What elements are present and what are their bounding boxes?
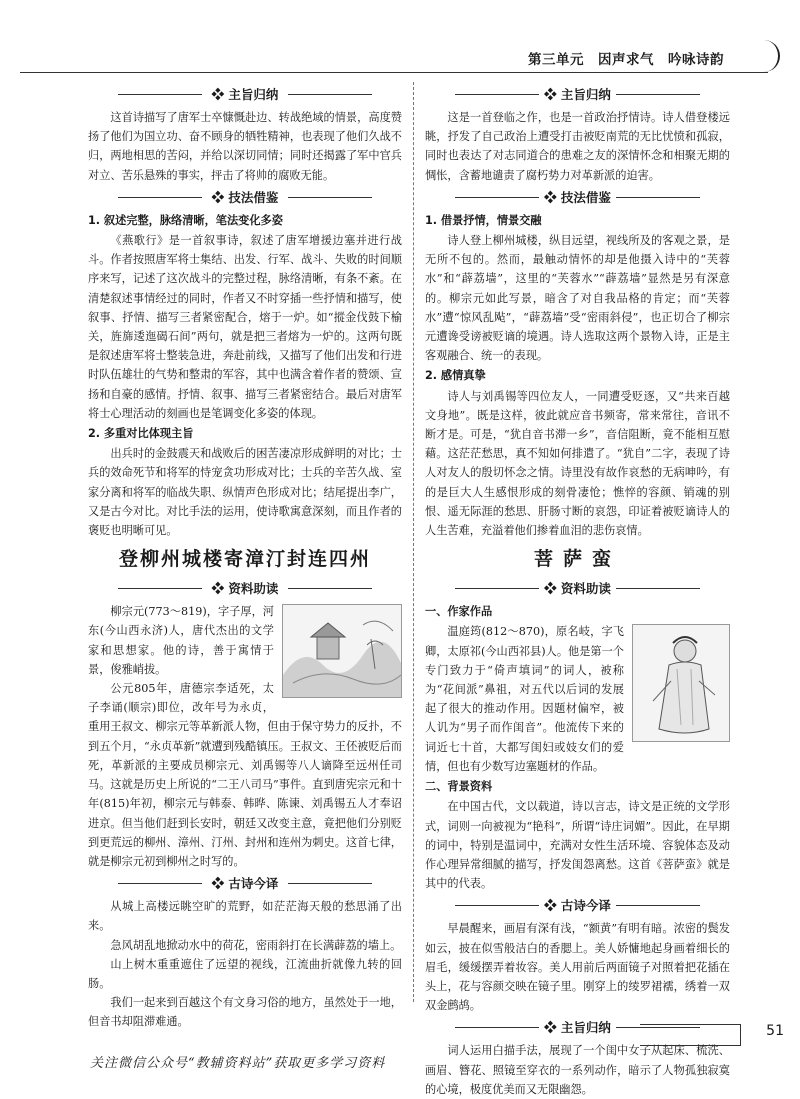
- poem-title: 菩萨蛮: [533, 548, 621, 571]
- paragraph: 出兵时的金鼓震天和战败后的困苦凄凉形成鲜明的对比；士兵的效命死节和将军的恃宠贪功形成对比；士兵的辛苦久战、室家分离和将军的临战失职、纵情声色形成对比；结尾提出李广，又是古今对比。对比手法的运用，使诗歌寓意深刻，而且作者的褒贬也明晰可见。: [88, 447, 402, 538]
- paragraph: 早晨醒来，画眉有深有浅，“额黄”有明有暗。浓密的鬓发如云，披在似雪般洁白的香腮上。美人娇慵地起身画着细长的眉毛，缓缓摆弄着妆容。美人用前后两面镜子对照着把花插在头上，花与容颜交映在镜子里。刚穿上的绫罗裙襦，绣着一双双金鹧鸪。: [425, 922, 730, 1013]
- section-heading: [88, 84, 402, 106]
- page-number-box: [640, 1024, 741, 1046]
- section-title: ❖ 古诗今译: [211, 876, 279, 892]
- paragraph: 诗人与刘禹锡等四位友人，一同遭受贬逐，又“共来百越文身地”。既是这样，彼此就应音书频寄，常来常往，音讯不断才是。可是，“犹自音书滞一乡”，音信阻断，竟不能相互慰藉。这茫茫愁思，真不知如何排遣了。“犹自”二字，表现了诗人对友人的殷切怀念之情。诗里没有故作哀愁的无病呻吟，有的是巨大人生感恨形成的刻骨凄怆；憔悴的容颜、销魂的别恨、遥无际涯的愁思、肝肠寸断的哀怨，印证着被贬谪诗人的人生苦难，充溢着他们掺着血泪的悲伤哀情。: [425, 389, 730, 538]
- section-heading: [88, 187, 402, 209]
- left-column: [88, 82, 402, 1032]
- page-header: [20, 34, 780, 74]
- paragraph: 在中国古代，文以载道，诗以言志，诗文是正统的文学形式，词则一向被视为“艳科”，所谓“诗庄词媚”。因此，在早期的词中，特别是温词中，充满对女性生活环境、容貌体态及动作心理异常细腻的描写，抒发闺怨离愁。这首《菩萨蛮》就是其中的代表。: [425, 800, 730, 891]
- section-title: ❖ 古诗今译: [544, 898, 611, 914]
- paragraph: 诗人登上柳州城楼，纵目远望，视线所及的客观之景，是无所不包的。然而，最触动情怀的却是他摄入诗中的“芙蓉水”和“薜荔墙”，这里的“芙蓉水”“薜荔墙”显然是另有深意的。柳宗元如此写景，暗含了对自我品格的肯定；而“芙蓉水”遭“惊风乱飐”，“薜荔墙”受“密雨斜侵”，也正切合了柳宗元遭谗受谤被贬谪的境遇。诗人选取这两个景物入诗，正是主客观融合、统一的表现。: [425, 234, 730, 363]
- section-title: ❖ 主旨归纳: [544, 87, 611, 102]
- subheading: 2. 多重对比体现主旨: [88, 427, 194, 441]
- section-heading: [88, 578, 402, 600]
- section-title: ❖ 主旨归纳: [544, 1020, 611, 1036]
- subheading: 1. 借景抒情，情景交融: [425, 213, 542, 227]
- paragraph: 温庭筠(812～870)，原名岐，字飞卿，太原祁(今山西祁县)人。他是第一个专门致力于“倚声填词”的词人，被称为“花间派”鼻祖，对五代以后词的发展起了很大的推动作用。因题材偏窄，被人讥为“男子而作闺音”。他流传下来的词近七十首，大都写闺妇或妓女们的爱情，但也有少数写边塞题材的作品。: [425, 625, 624, 773]
- page-number: 51: [766, 1023, 784, 1039]
- portrait-illustration: [632, 624, 730, 742]
- subheading: 1. 叙述完整，脉络清晰，笔法变化多姿: [88, 213, 283, 227]
- section-heading: [88, 873, 402, 895]
- paragraph: 急风胡乱地掀动水中的荷花，密雨斜打在长满薜荔的墙上。: [110, 938, 402, 952]
- section-title: ❖ 资料助读: [211, 581, 279, 597]
- footer-note: 关注微信公众号“教辅资料站”获取更多学习资料: [90, 1056, 386, 1071]
- subheading: 2. 感情真挚: [425, 369, 486, 383]
- paragraph: 柳宗元(773～819)，字子厚，河东(今山西永济)人，唐代杰出的文学家和思想家。他的诗，善于寓情于景，俊雅峭拔。: [88, 605, 274, 676]
- section-heading: [425, 187, 730, 209]
- header-curve-ornament: [760, 40, 780, 72]
- header-rule: [20, 72, 768, 73]
- paragraph: 词人运用白描手法，展现了一个闺中女子从起床、梳洗、画眉、簪花、照镜至穿衣的一系列动作，暗示了人物孤独寂寞的心境，极度优美而又无限幽怨。: [425, 1044, 730, 1096]
- section-title: ❖ 资料助读: [544, 581, 611, 597]
- unit-title: 第三单元 因声求气 吟咏诗韵: [528, 52, 724, 68]
- landscape-illustration: [282, 604, 402, 698]
- paragraph: 从城上高楼远眺空旷的荒野，如茫茫海天般的愁思涌了出来。: [88, 900, 402, 933]
- subheading: 二、背景资料: [425, 780, 493, 794]
- section-title: ❖ 技法借鉴: [544, 189, 611, 205]
- section-title: ❖ 技法借鉴: [211, 189, 279, 205]
- paragraph: 公元805年，唐德宗李适死，太子李诵(顺宗)即位，改年号为永贞，重用王叔文、柳宗元等革新派人物，但由于保守势力的反扑，不到五个月，“永贞革新”就遭到残酷镇压。王叔文、王伾被贬后而死，革新派的主要成员柳宗元、刘禹锡等八人谪降至远州任司马。这就是历史上所说的“二王八司马”事件。直到唐宪宗元和十年(815)年初，柳宗元与韩泰、韩晔、陈谏、刘禹锡五人才奉诏进京。但当他们赶到长安时，朝廷又改变主意，竟把他们分别贬到更荒远的柳州、漳州、汀州、封州和连州为刺史。这首七律，就是柳宗元初到柳州之时写的。: [88, 682, 402, 868]
- poem-title: 登柳州城楼寄漳汀封连四州: [118, 548, 371, 571]
- paragraph: 这是一首登临之作，也是一首政治抒情诗。诗人借登楼远眺，抒发了自己政治上遭受打击被贬南荒的无比忧愤和孤寂，同时也表达了对志同道合的患难之友的深情怀念和相聚无期的惆怅，含蓄地谴责了腐朽势力对革新派的迫害。: [425, 111, 730, 182]
- section-heading: [425, 895, 730, 917]
- column-divider: [413, 82, 414, 1002]
- paragraph: 《燕歌行》是一首叙事诗，叙述了唐军增援边塞并进行战斗。作者按照唐军将士集结、出发、行军、战斗、失败的时间顺序来写，记述了这次战斗的完整过程，脉络清晰，有条不紊。在清楚叙述事情经过的同时，作者又不时穿插一些抒情和描写，使叙事、抒情、描写三者紧密配合，熔于一炉。如“摐金伐鼓下榆关，旌旆逶迤碣石间”两句，就是把三者熔为一炉的。这两句既是叙述唐军将士整装急进，奔赴前线，又描写了他们出发和行进时队伍雄壮的气势和整肃的军容，其中也满含着作者的赞颂、宣扬和自豪的感情。抒情、叙事、描写三者紧密结合。最后对唐军将士心理活动的刻画也是笔调变化多姿的体现。: [88, 234, 402, 420]
- section-heading: [425, 84, 730, 106]
- subheading: 一、作家作品: [425, 605, 493, 619]
- section-heading: [425, 578, 730, 600]
- section-title: ❖ 主旨归纳: [211, 87, 279, 102]
- right-column: [425, 82, 730, 1099]
- paragraph: 这首诗描写了唐军士卒慷慨赴边、转战绝域的情景，高度赞扬了他们为国立功、奋不顾身的牺牲精神，也表现了他们久战不归，两地相思的苦闷，并给以深切同情；同时还揭露了军中官兵对立、苦乐悬殊的事实，抨击了将帅的腐败无能。: [88, 111, 402, 182]
- paragraph: 山上树木重重遮住了远望的视线，江流曲折就像九转的回肠。: [88, 957, 402, 990]
- paragraph: 我们一起来到百越这个有文身习俗的地方，虽然处于一地，但音书却阻滞难通。: [88, 996, 402, 1029]
